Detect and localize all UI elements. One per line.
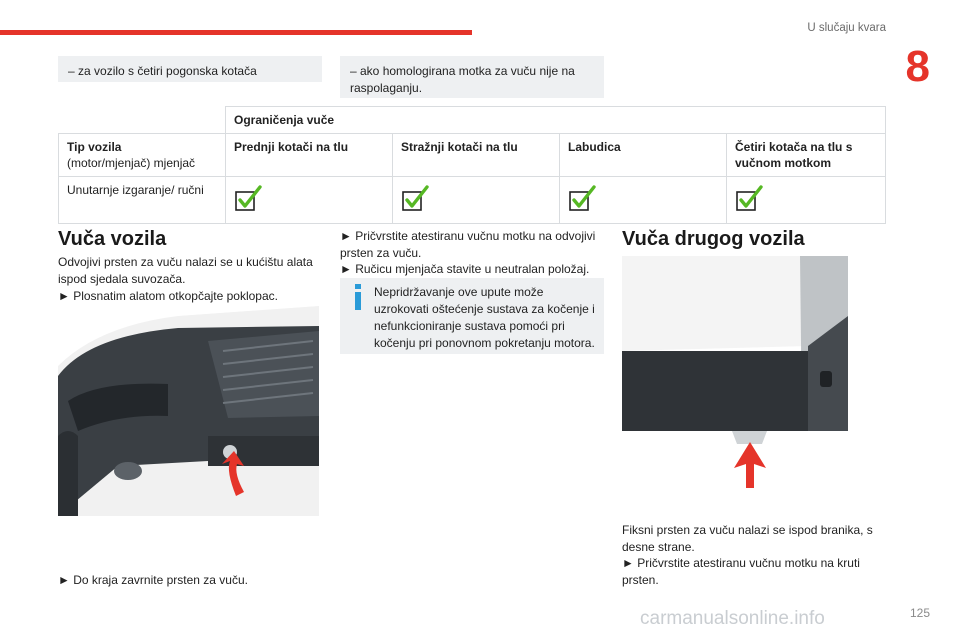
heading-towing-vehicle: Vuča vozila xyxy=(58,228,167,250)
check-icon xyxy=(735,184,765,214)
cell-rear-wheels xyxy=(393,177,560,224)
table-col-vehicle-type xyxy=(59,134,226,177)
section-title: U slučaju kvara xyxy=(807,22,886,34)
table-col-four-wheels-bar: Četiri kotača na tlu s vučnom motkom xyxy=(727,134,886,177)
info-icon xyxy=(354,284,362,310)
note-four-wheel-drive: – za vozilo s četiri pogonska kotača xyxy=(58,56,322,82)
header-accent-bar xyxy=(0,30,472,35)
heading-towing-other: Vuča drugog vozila xyxy=(622,228,805,250)
rear-bumper-image xyxy=(622,256,848,492)
towing-limits-table xyxy=(58,106,886,224)
towing-other-para: Fiksni prsten za vuču nalazi se ispod branika, s desne strane. xyxy=(622,523,873,554)
check-icon xyxy=(401,184,431,214)
table-col-rear-wheels: Stražnji kotači na tlu xyxy=(393,134,560,177)
row-label: Unutarnje izgaranje/ ručni xyxy=(59,177,226,224)
table-empty-corner xyxy=(59,107,226,134)
watermark: carmanualsonline.info xyxy=(640,608,825,629)
middle-step-1: ► Pričvrstite atestiranu vučnu motku na odvojivi prsten za vuču. xyxy=(340,229,596,260)
towing-vehicle-para: Odvojivi prsten za vuču nalazi se u kućištu alata ispod sjedala suvozača. xyxy=(58,255,313,286)
front-bumper-image xyxy=(58,306,319,516)
towing-vehicle-step-last: ► Do kraja zavrnite prsten za vuču. xyxy=(58,573,248,587)
cell-front-wheels xyxy=(226,177,393,224)
warning-info-box xyxy=(340,278,604,354)
towing-other-step-1: ► Pričvrstite atestiranu vučnu motku na kruti prsten. xyxy=(622,556,860,587)
col-sub-vehicle-type: (motor/mjenjač) mjenjač xyxy=(67,156,196,170)
middle-step-2: ► Ručicu mjenjača stavite u neutralan položaj. xyxy=(340,262,590,276)
col-title-vehicle-type: Tip vozila xyxy=(67,140,122,154)
cell-four-wheels-bar xyxy=(727,177,886,224)
cell-flatbed xyxy=(560,177,727,224)
towing-vehicle-step-1: ► Plosnatim alatom otkopčajte poklopac. xyxy=(58,289,278,303)
page-number: 125 xyxy=(909,606,930,620)
check-icon xyxy=(234,184,264,214)
warning-info-text: Nepridržavanje ove upute može uzrokovati oštećenje sustava za kočenje i nefunkcioniranje sustava pomoći pri kočenju pri ponovnom pokretanju motora. xyxy=(374,285,595,350)
chapter-number: 8 xyxy=(905,42,930,91)
table-row xyxy=(59,177,886,224)
table-group-header: Ograničenja vuče xyxy=(226,107,886,134)
table-col-flatbed: Labudica xyxy=(560,134,727,177)
table-col-front-wheels: Prednji kotači na tlu xyxy=(226,134,393,177)
check-icon xyxy=(568,184,598,214)
note-no-tow-bar: – ako homologirana motka za vuču nije na raspolaganju. xyxy=(340,56,604,98)
